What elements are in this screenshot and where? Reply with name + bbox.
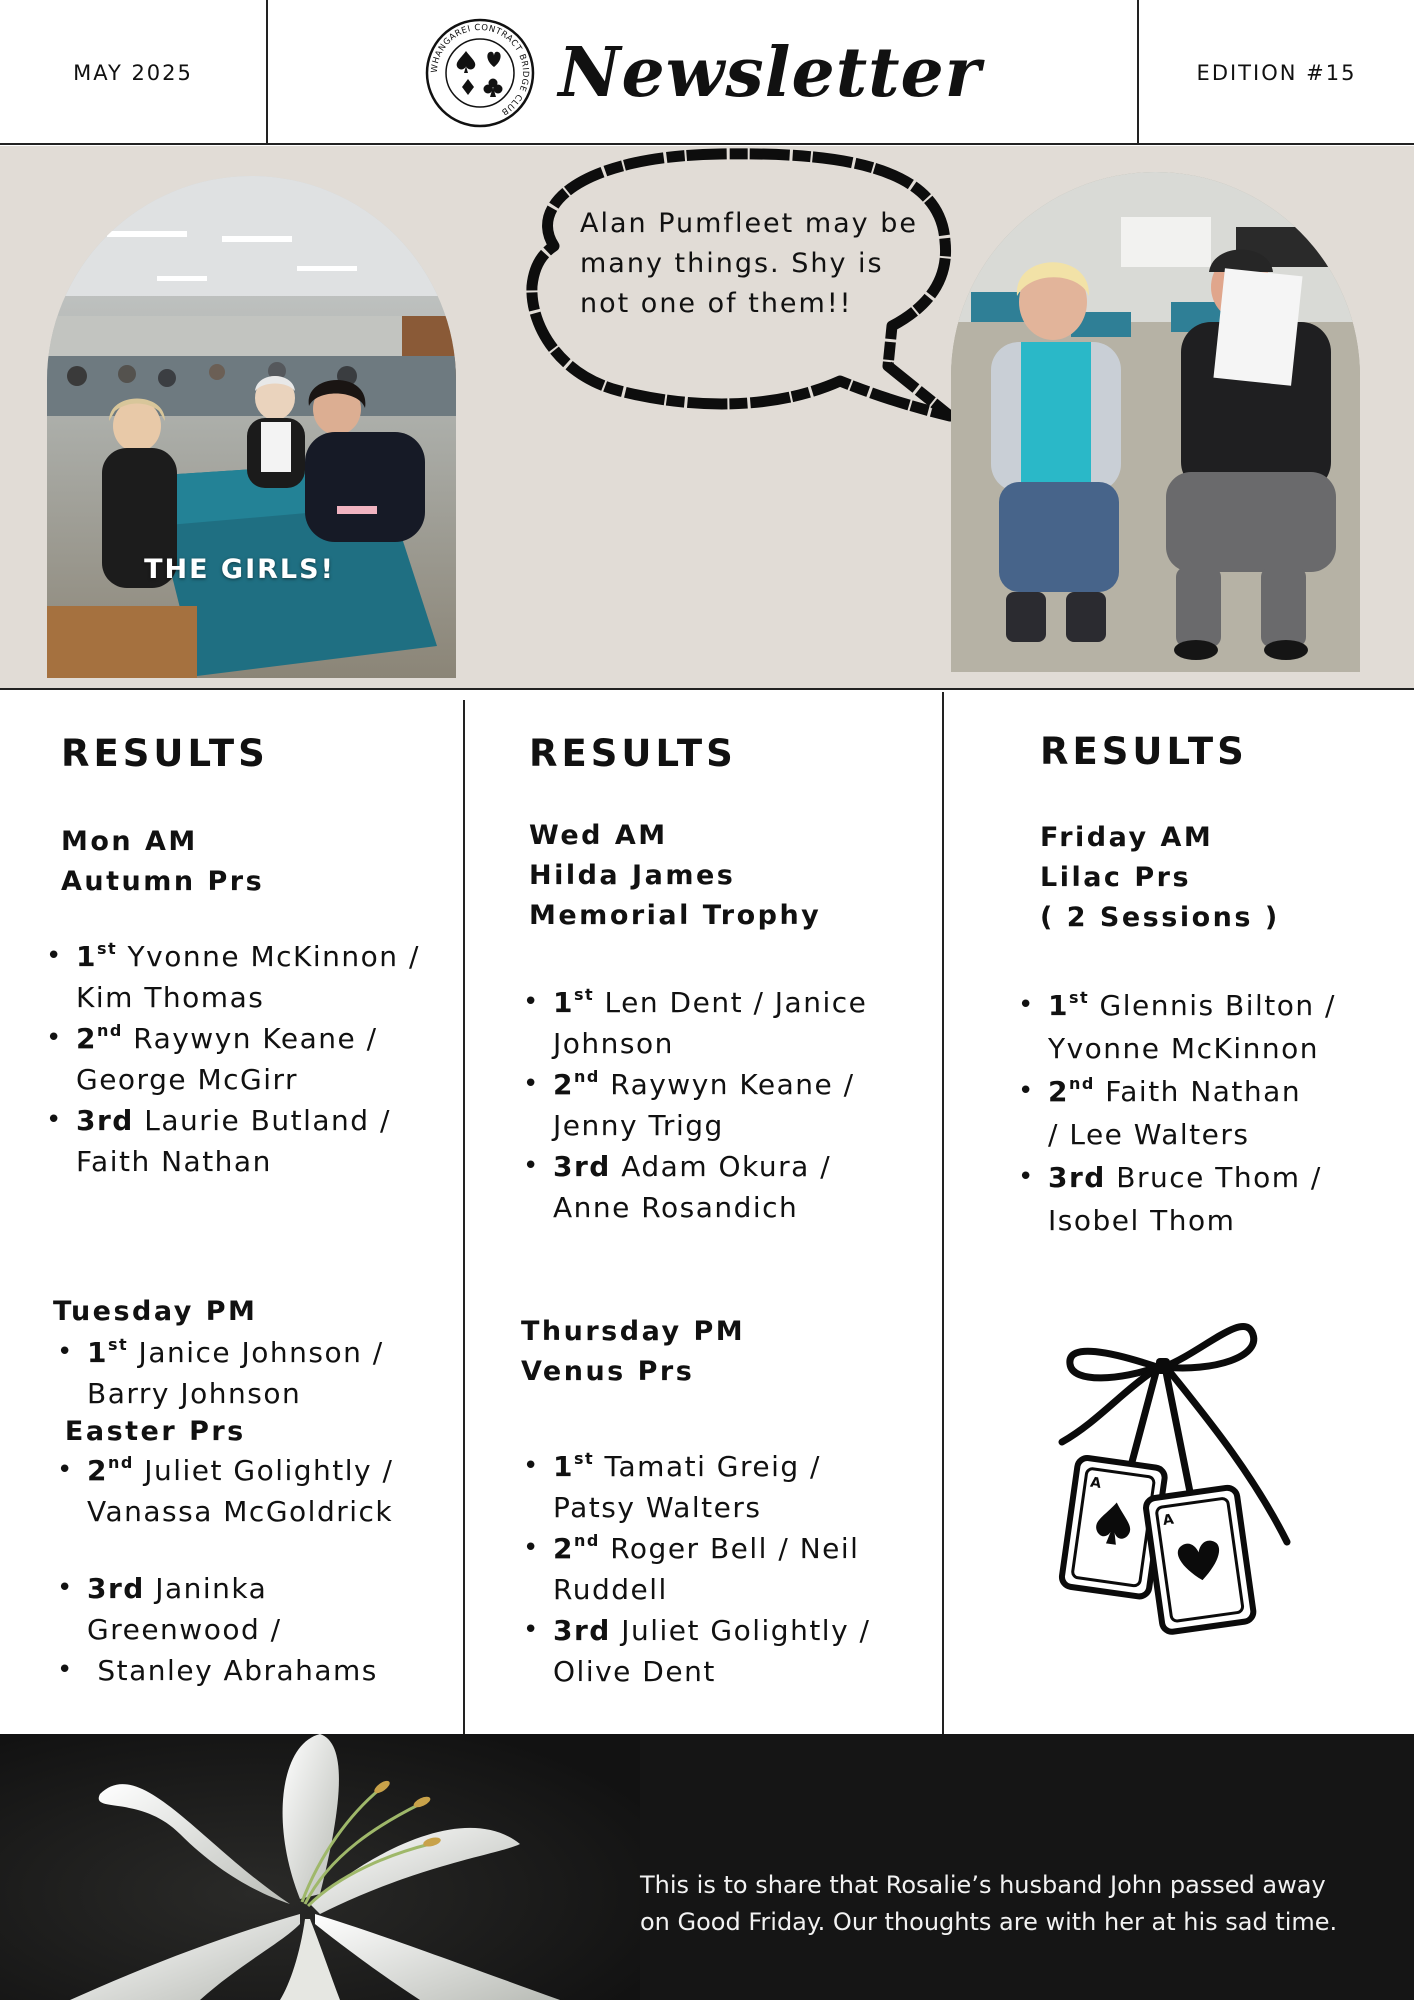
- event-title-line: Autumn Prs: [61, 866, 265, 897]
- speech-bubble: [520, 146, 960, 436]
- placing-names: Glennis Bilton / Yvonne McKinnon: [1048, 989, 1336, 1065]
- list-item: [1018, 984, 1378, 1070]
- edition-number: EDITION #15: [1137, 0, 1414, 145]
- list-item: [57, 1332, 447, 1414]
- event-title-line: Wed AM: [529, 820, 668, 851]
- placing-rank: 1st: [76, 939, 118, 973]
- list-item: [57, 1450, 447, 1532]
- playing-cards-bow-icon: [1052, 1312, 1302, 1642]
- column-divider: [942, 692, 944, 1734]
- placing-names: Tamati Greig / Patsy Walters: [553, 1450, 821, 1524]
- placing-rank: 1st: [87, 1335, 129, 1369]
- alan-photo-illustration: [951, 172, 1360, 672]
- memorial-notice: [0, 1734, 1414, 2000]
- event-title-line: Hilda James: [529, 860, 736, 891]
- placing-names: Len Dent / Janice Johnson: [553, 986, 868, 1060]
- club-logo-icon: [424, 17, 536, 129]
- event-title: [61, 822, 264, 902]
- event-title: [521, 1312, 745, 1392]
- placings-list: [523, 1446, 913, 1692]
- list-item: [46, 1018, 446, 1100]
- club-logo-text: WHANGAREI CONTRACT BRIDGE CLUB: [430, 22, 531, 117]
- placing-names: Raywyn Keane / Jenny Trigg: [553, 1068, 855, 1142]
- speech-bubble-text: Alan Pumfleet may be many things. Shy is not one of them!!: [580, 208, 918, 319]
- placing-rank: 2nd: [87, 1453, 134, 1487]
- masthead: [270, 0, 1136, 145]
- placing-rank: 2nd: [553, 1067, 600, 1101]
- girls-photo-illustration: [47, 176, 456, 678]
- event-title-line: Friday AM: [1040, 822, 1214, 853]
- placings-list: [1018, 984, 1378, 1242]
- alan-photo: [951, 172, 1360, 672]
- event-title-line: Venus Prs: [521, 1356, 695, 1387]
- list-item: [1018, 1070, 1318, 1156]
- placing-rank: 1st: [553, 985, 595, 1019]
- event-title: [1040, 818, 1280, 938]
- placing-names: Stanley Abrahams: [87, 1654, 378, 1687]
- placing-rank: 3rd: [76, 1104, 134, 1137]
- placing-rank: 3rd: [1048, 1161, 1106, 1194]
- girls-photo-caption: THE GIRLS!: [144, 554, 335, 585]
- placing-names: Janice Johnson / Barry Johnson: [87, 1336, 384, 1410]
- placing-names: Laurie Butland / Faith Nathan: [76, 1104, 391, 1178]
- placing-rank: 3rd: [553, 1150, 611, 1183]
- placing-rank: 3rd: [87, 1572, 145, 1605]
- list-item: [57, 1650, 447, 1691]
- list-item: [1018, 1156, 1378, 1242]
- event-title-line: Memorial Trophy: [529, 900, 822, 931]
- placing-names: Adam Okura / Anne Rosandich: [553, 1150, 832, 1224]
- photo-banner: [0, 146, 1414, 690]
- event-title-line: Easter Prs: [53, 1416, 246, 1447]
- svg-text:A: A: [1089, 1474, 1103, 1493]
- results-heading: RESULTS: [1040, 730, 1248, 773]
- placing-names: Roger Bell / Neil Ruddell: [553, 1532, 860, 1606]
- placing-names: Juliet Golightly / Olive Dent: [553, 1614, 871, 1688]
- placing-rank: 2nd: [1048, 1074, 1095, 1108]
- placings-list: [523, 982, 903, 1228]
- event-title: [529, 816, 821, 936]
- placing-names: Raywyn Keane / George McGirr: [76, 1022, 378, 1096]
- list-item: [57, 1568, 317, 1650]
- newsletter-title: Newsletter: [558, 32, 982, 113]
- event-title-line: Lilac Prs: [1040, 862, 1192, 893]
- placing-rank: 1st: [553, 1449, 595, 1483]
- list-item: [523, 1146, 903, 1228]
- list-item: [46, 1100, 446, 1182]
- placing-rank: 2nd: [553, 1531, 600, 1565]
- placing-names: Yvonne McKinnon / Kim Thomas: [76, 940, 420, 1014]
- issue-date: MAY 2025: [0, 0, 268, 145]
- placing-names: Janinka Greenwood /: [87, 1572, 282, 1646]
- list-item: [523, 1064, 903, 1146]
- memorial-message: This is to share that Rosalie’s husband John passed away on Good Friday. Our thoughts are with her at his sad time.: [640, 1871, 1338, 1936]
- list-item: [523, 1528, 913, 1610]
- placing-rank: 1st: [1048, 988, 1090, 1022]
- newsletter-header: [0, 0, 1414, 145]
- event-title-line: Tuesday PM: [53, 1296, 258, 1327]
- placing-names: Bruce Thom / Isobel Thom: [1048, 1161, 1322, 1237]
- event-title-line: Mon AM: [61, 826, 198, 857]
- list-item: [523, 982, 903, 1064]
- placing-rank: 3rd: [553, 1614, 611, 1647]
- results-heading: RESULTS: [529, 732, 737, 775]
- placing-names: Juliet Golightly / Vanassa McGoldrick: [87, 1454, 394, 1528]
- event-title-line: Thursday PM: [521, 1316, 746, 1347]
- svg-text:A: A: [1161, 1511, 1175, 1529]
- placing-names: Faith Nathan / Lee Walters: [1048, 1075, 1302, 1151]
- results-heading: RESULTS: [61, 732, 269, 775]
- girls-photo: [47, 176, 456, 678]
- placings-list: [57, 1332, 447, 1691]
- lily-flower-icon: [0, 1734, 640, 2000]
- column-divider: [463, 700, 465, 1734]
- placings-list: [46, 936, 446, 1182]
- results-section: [0, 692, 1414, 1734]
- list-item: [523, 1610, 913, 1692]
- event-title-line: ( 2 Sessions ): [1040, 902, 1280, 933]
- placing-rank: 2nd: [76, 1021, 123, 1055]
- list-item: [523, 1446, 913, 1528]
- list-item: [46, 936, 446, 1018]
